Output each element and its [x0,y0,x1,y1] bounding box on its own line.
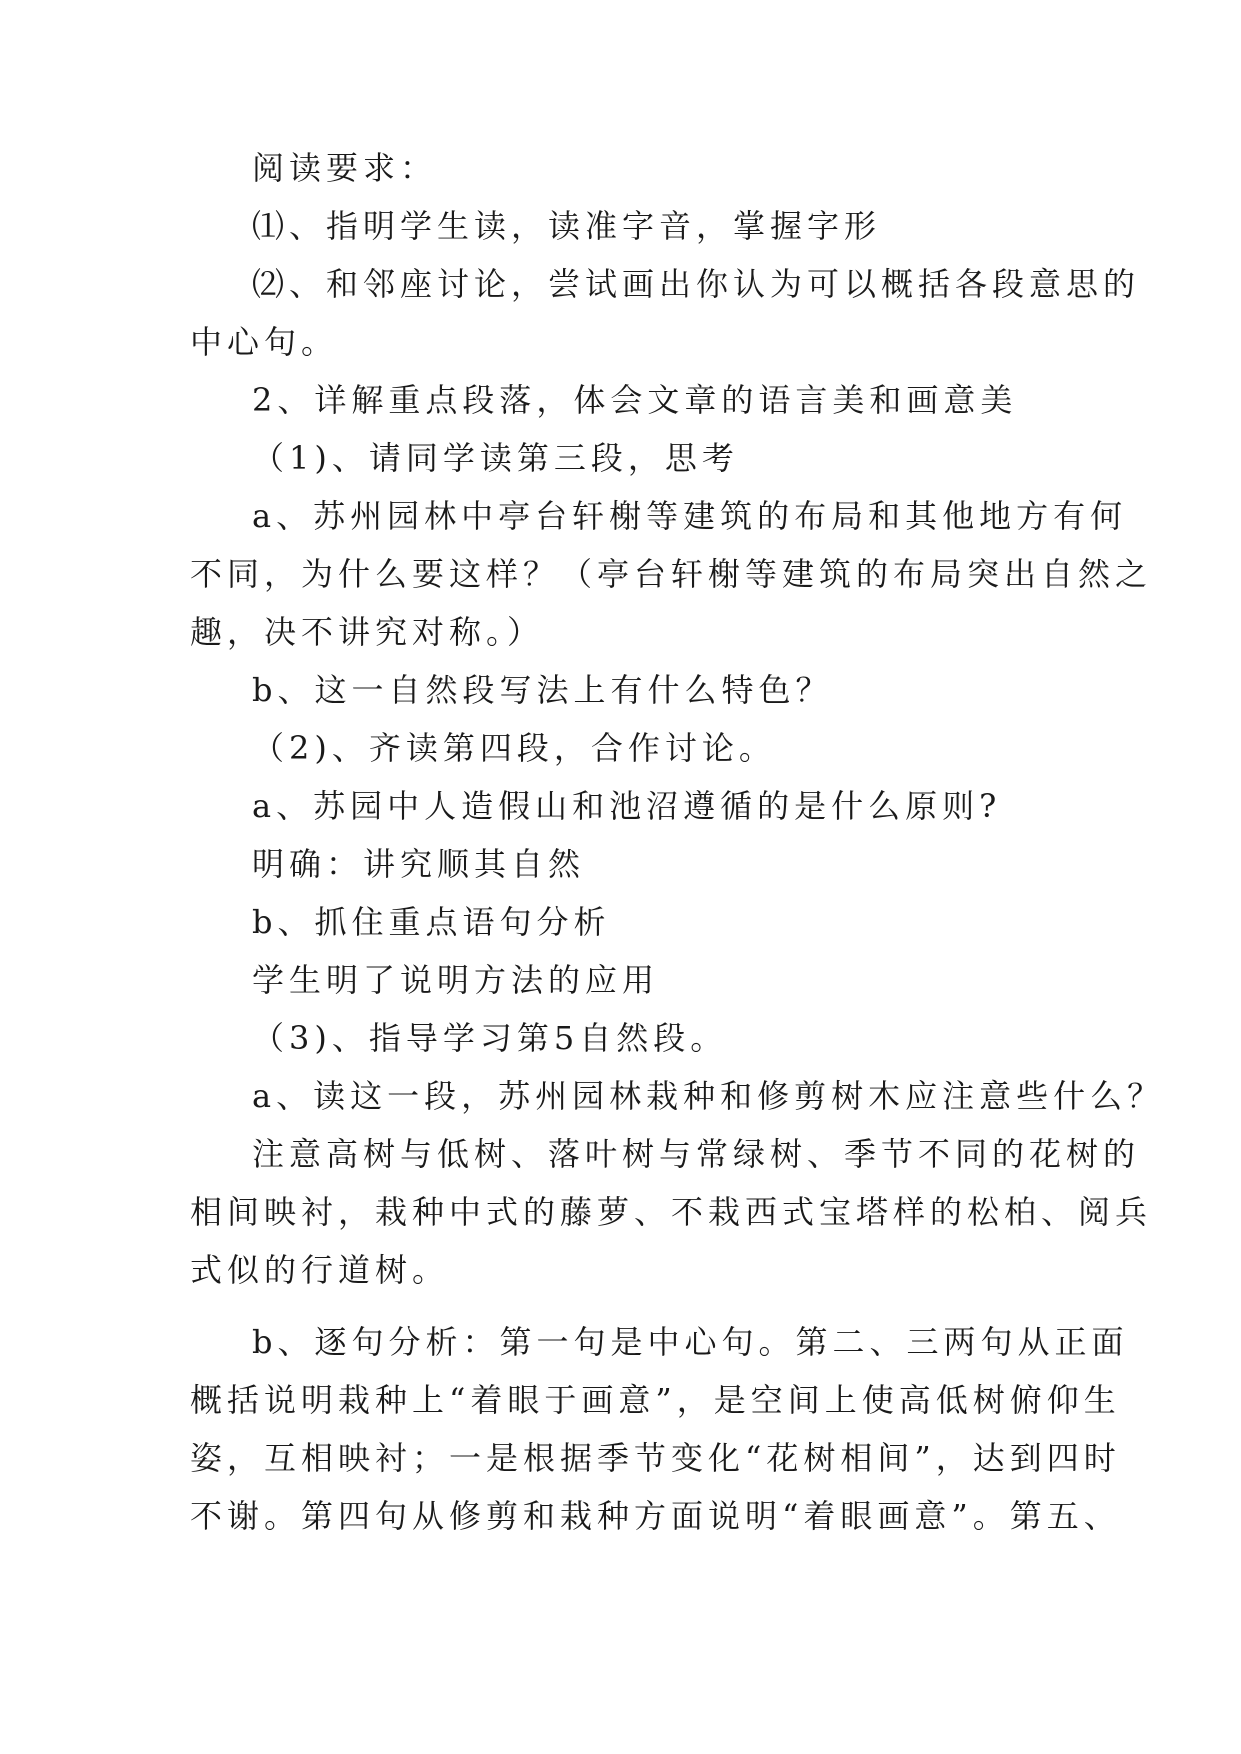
text-line: 不谢。第四句从修剪和栽种方面说明“着眼画意”。第五、 [190,1497,1121,1535]
text-line: b、抓住重点语句分析 [252,903,611,941]
text-line: a、苏园中人造假山和池沼遵循的是什么原则? [252,787,1002,825]
text-line: a、苏州园林中亭台轩榭等建筑的布局和其他地方有何 [252,497,1128,535]
text-line: 注意高树与低树、落叶树与常绿树、季节不同的花树的 [252,1135,1141,1173]
text-line: 学生明了说明方法的应用 [252,961,660,999]
text-line: 2、详解重点段落，体会文章的语言美和画意美 [252,381,1018,419]
text-line: ⑴、指明学生读，读准字音，掌握字形 [252,207,882,245]
text-line: b、这一自然段写法上有什么特色？ [252,671,833,709]
text-line: b、逐句分析：第一句是中心句。第二、三两句从正面 [252,1323,1129,1361]
text-line: 式似的行道树。 [190,1251,450,1289]
text-line: ⑵、和邻座讨论，尝试画出你认为可以概括各段意思的 [252,265,1141,303]
text-line: 趣，决不讲究对称。） [190,613,545,651]
text-line: a、读这一段，苏州园林栽种和修剪树木应注意些什么？ [252,1077,1165,1115]
text-line: 姿，互相映衬；一是根据季节变化“花树相间”，达到四时 [190,1439,1121,1477]
text-line: 概括说明栽种上“着眼于画意”，是空间上使高低树俯仰生 [190,1381,1121,1419]
text-line: 相间映衬，栽种中式的藤萝、不栽西式宝塔样的松柏、阅兵 [190,1193,1153,1231]
text-line: 不同，为什么要这样？（亭台轩榭等建筑的布局突出自然之 [190,555,1153,593]
text-line: （2)、齐读第四段，合作讨论。 [252,729,776,767]
text-line: 中心句。 [190,323,339,361]
text-line: 阅读要求： [252,149,438,187]
text-line: 明确：讲究顺其自然 [252,845,586,883]
text-line: （1)、请同学读第三段，思考 [252,439,739,477]
text-line: （3)、指导学习第5自然段。 [252,1019,728,1057]
